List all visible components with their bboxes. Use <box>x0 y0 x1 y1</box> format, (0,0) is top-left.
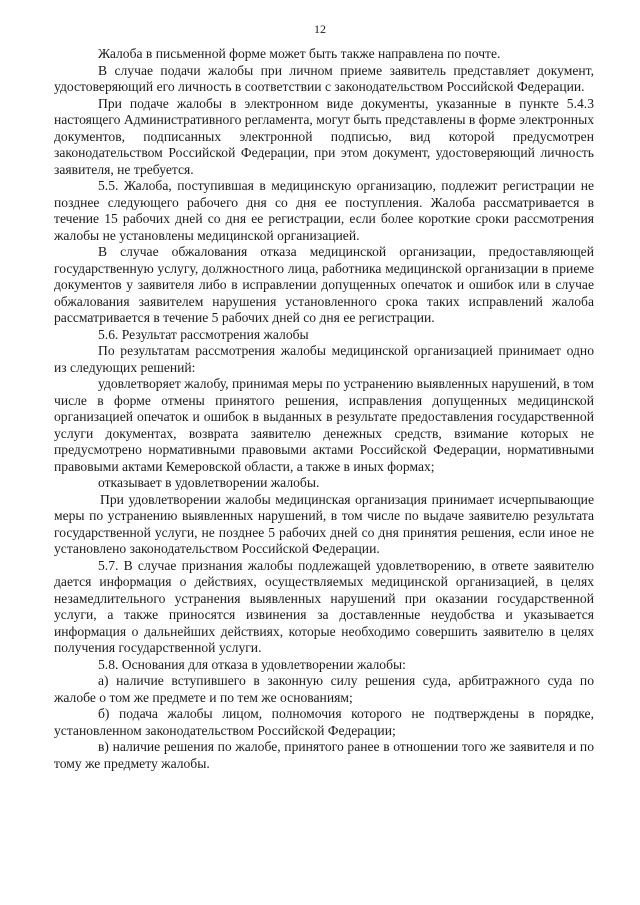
heading-5-8: 5.8. Основания для отказа в удовлетворении жалобы: <box>98 656 406 672</box>
paragraph-5-7: 5.7. В случае признания жалобы подлежащей удовлетворению, в ответе заявителю дается информация о действиях, осуществляемых медицинской организацией, в целях незамедлительного устранения выявленных нарушений при оказании государственной услуги, а также приносятся извинения за доставленные неудобства и указывается информация о дальнейших действиях, которые необходимо совершить заявителю в целях получения государственной услуги. <box>54 557 594 655</box>
paragraph-decisions-intro: По результатам рассмотрения жалобы медицинской организацией принимает одно из следующих решений: <box>54 343 594 375</box>
paragraph-5-5: 5.5. Жалоба, поступившая в медицинскую организацию, подлежит регистрации не позднее следующего рабочего дня со дня ее поступления. Жалоба рассматривается в течение 15 рабочих дней со дня ее регистрации, если более короткие сроки рассмотрения жалобы не установлены медицинской организацией. <box>54 178 594 243</box>
paragraph-satisfaction-measures: При удовлетворении жалобы медицинская организация принимает исчерпывающие меры по устранению выявленных нарушений, в том числе по выдаче заявителю результата государственной услуги, не позднее 5 рабочих дней со дня принятия решения, если иное не установлено законодательством Российской Федерации. <box>54 491 594 556</box>
list-item-b: б) подача жалобы лицом, полномочия которого не подтверждены в порядке, установленном законодательством Российской Федерации; <box>54 706 594 738</box>
heading-5-6: 5.6. Результат рассмотрения жалобы <box>98 326 309 342</box>
list-item-c: в) наличие решения по жалобе, принятого ранее в отношении того же заявителя и по тому же предмету жалобы. <box>54 739 594 771</box>
paragraph-mail-submission: Жалоба в письменной форме может быть также направлена по почте. <box>98 46 501 61</box>
paragraph-electronic-submission: При подаче жалобы в электронном виде документы, указанные в пункте 5.4.3 настоящего Административного регламента, могут быть представлены в форме электронных документов, подписанных электронной подписью, вид которой предусмотрен законодательством Российской Федерации, при этом документ, удостоверяющий личность заявителя, не требуется. <box>54 95 594 177</box>
paragraph-personal-submission: В случае подачи жалобы при личном приеме заявитель представляет документ, удостоверяющий его личность в соответствии с законодательством Российской Федерации. <box>54 62 594 94</box>
document-body <box>54 46 594 772</box>
paragraph-refusal-appeal: В случае обжалования отказа медицинской организации, предоставляющей государственную услугу, должностного лица, работника медицинской организации в приеме документов у заявителя либо в исправлении допущенных опечаток и ошибок или в случае обжалования заявителем нарушения установленного срока таких исправлений жалоба рассматривается в течение 5 рабочих дней со дня ее регистрации. <box>54 244 594 325</box>
page-number: 12 <box>314 22 326 36</box>
paragraph-decision-refuse: отказывает в удовлетворении жалобы. <box>98 475 320 490</box>
paragraph-decision-satisfy: удовлетворяет жалобу, принимая меры по устранению выявленных нарушений, в том числе в форме отмены принятого решения, исправления допущенных медицинской организацией опечаток и ошибок в выданных в результате предоставления государственной услуги документах, возврата заявителю денежных средств, взимание которых не предусмотрено нормативными правовыми актами Российской Федерации, нормативными правовыми актами Кемеровской области, а также в иных формах; <box>54 376 594 474</box>
list-item-a: а) наличие вступившего в законную силу решения суда, арбитражного суда по жалобе о том же предмете и по тем же основаниям; <box>54 673 594 705</box>
